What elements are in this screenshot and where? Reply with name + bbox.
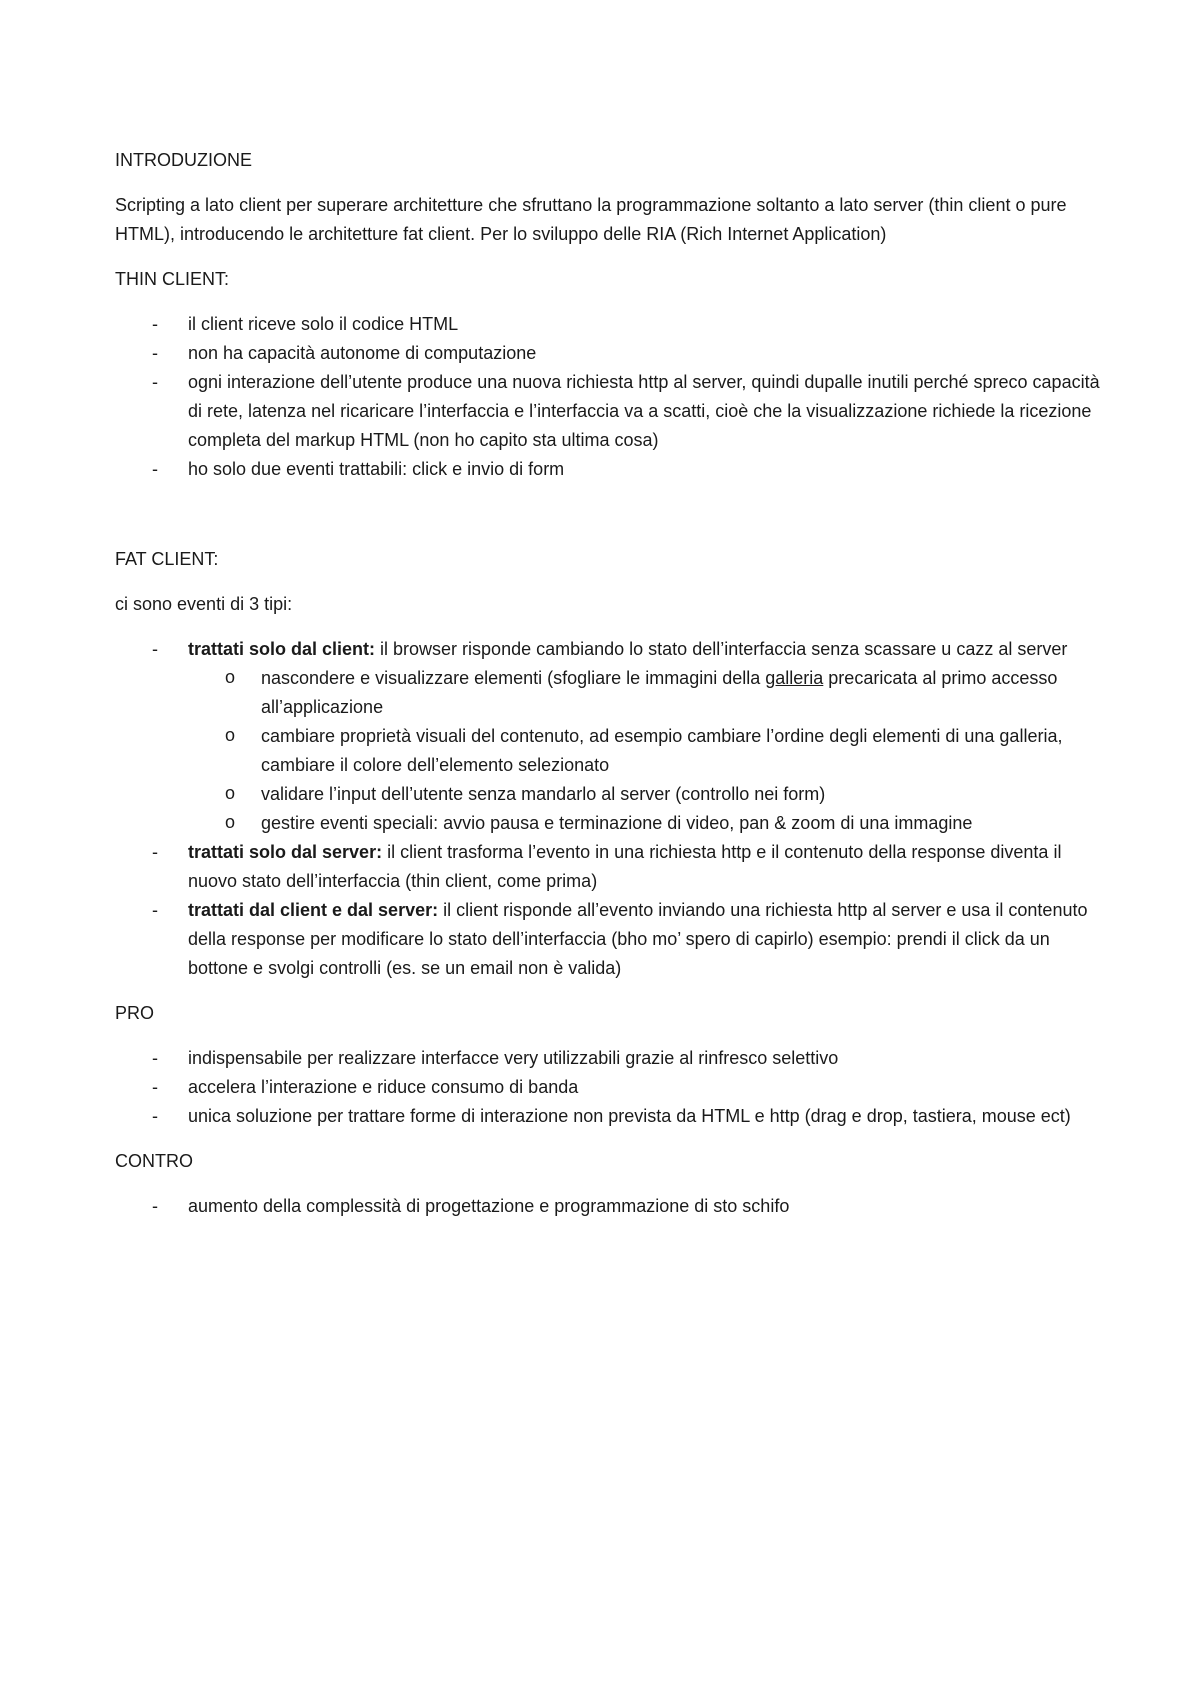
list-item	[115, 368, 1100, 455]
dash-marker: -	[152, 900, 158, 920]
dash-marker: -	[152, 639, 158, 659]
pro-list	[115, 1044, 1100, 1131]
list-item-text: aumento della complessità di progettazione e programmazione di sto schifo	[188, 1196, 790, 1216]
list-item-text: indispensabile per realizzare interfacce very utilizzabili grazie al rinfresco selettivo	[188, 1048, 839, 1068]
list-item-text: ho solo due eventi trattabili: click e invio di form	[188, 459, 565, 479]
event-type-text: il browser risponde cambiando lo stato dell’interfaccia senza scassare u cazz al server	[375, 639, 1068, 659]
fat-client-intro: ci sono eventi di 3 tipi:	[115, 594, 293, 614]
dash-marker: -	[152, 1077, 158, 1097]
list-item	[115, 1192, 1100, 1221]
circle-marker: o	[225, 812, 236, 832]
list-item	[115, 339, 1100, 368]
intro-paragraph: Scripting a lato client per superare architetture che sfruttano la programmazione soltanto a lato server (thin client o pure HTML), introducendo le architetture fat client. Per lo sviluppo delle RIA (Rich Internet Application)	[115, 195, 1067, 244]
sublist-item	[188, 664, 1100, 722]
dash-marker: -	[152, 343, 158, 363]
intro-heading: INTRODUZIONE	[115, 150, 252, 170]
sublist-item-text: precaricata al primo accesso all’applicazione	[261, 668, 1058, 717]
list-item-text: unica soluzione per trattare forme di interazione non prevista da HTML e http (drag e drop, tastiera, mouse ect)	[188, 1106, 1071, 1126]
list-item-text: accelera l’interazione e riduce consumo di banda	[188, 1077, 579, 1097]
dash-marker: -	[152, 1048, 158, 1068]
circle-marker: o	[225, 725, 236, 745]
sublist-item-text: cambiare proprietà visuali del contenuto, ad esempio cambiare l’ordine degli elementi di una galleria, cambiare il colore dell’elemento selezionato	[261, 726, 1063, 775]
event-type-label: trattati solo dal server:	[188, 842, 383, 862]
thin-client-list	[115, 310, 1100, 484]
contro-heading: CONTRO	[115, 1151, 193, 1171]
dash-marker: -	[152, 459, 158, 479]
list-item-text: ogni interazione dell’utente produce una nuova richiesta http al server, quindi dupalle inutili perché spreco capacità di rete, latenza nel ricaricare l’interfaccia e l’interfaccia va a scatti, cioè che la visualizzazione richiede la ricezione completa del markup HTML (non ho capito sta ultima cosa)	[188, 372, 1100, 450]
list-item	[115, 896, 1100, 983]
sublist-item-text: validare l’input dell’utente senza mandarlo al server (controllo nei form)	[261, 784, 826, 804]
list-item	[115, 1073, 1100, 1102]
list-item	[115, 635, 1100, 838]
contro-list	[115, 1192, 1100, 1221]
dash-marker: -	[152, 1106, 158, 1126]
fat-client-heading: FAT CLIENT:	[115, 549, 219, 569]
sublist-item	[188, 780, 1100, 809]
event-type-label: trattati solo dal client:	[188, 639, 376, 659]
sublist-item	[188, 722, 1100, 780]
dash-marker: -	[152, 842, 158, 862]
document-page	[115, 146, 1100, 1221]
circle-marker: o	[225, 667, 236, 687]
list-item	[115, 455, 1100, 484]
client-events-sublist	[188, 664, 1100, 838]
list-item	[115, 1044, 1100, 1073]
fat-client-list	[115, 635, 1100, 983]
sublist-item	[188, 809, 1100, 838]
dash-marker: -	[152, 314, 158, 334]
event-type-text: il client risponde all’evento inviando una richiesta http al server e usa il contenuto della response per modificare lo stato dell’interfaccia (bho mo’ spero di capirlo) esempio: prendi il click da un bottone e svolgi controlli (es. se un email non è valida)	[188, 900, 1088, 978]
dash-marker: -	[152, 372, 158, 392]
sublist-item-text: gestire eventi speciali: avvio pausa e terminazione di video, pan & zoom di una immagine	[261, 813, 973, 833]
galleria-link: galleria	[765, 668, 824, 688]
list-item	[115, 310, 1100, 339]
dash-marker: -	[152, 1196, 158, 1216]
list-item-text: il client riceve solo il codice HTML	[188, 314, 459, 334]
pro-heading: PRO	[115, 1003, 155, 1023]
list-item	[115, 838, 1100, 896]
list-item-text: non ha capacità autonome di computazione	[188, 343, 537, 363]
list-item	[115, 1102, 1100, 1131]
event-type-label: trattati dal client e dal server:	[188, 900, 439, 920]
sublist-item-text: nascondere e visualizzare elementi (sfogliare le immagini della	[261, 668, 766, 688]
event-type-text: il client trasforma l’evento in una richiesta http e il contenuto della response diventa il nuovo stato dell’interfaccia (thin client, come prima)	[188, 842, 1062, 891]
thin-client-heading: THIN CLIENT:	[115, 269, 230, 289]
circle-marker: o	[225, 783, 236, 803]
